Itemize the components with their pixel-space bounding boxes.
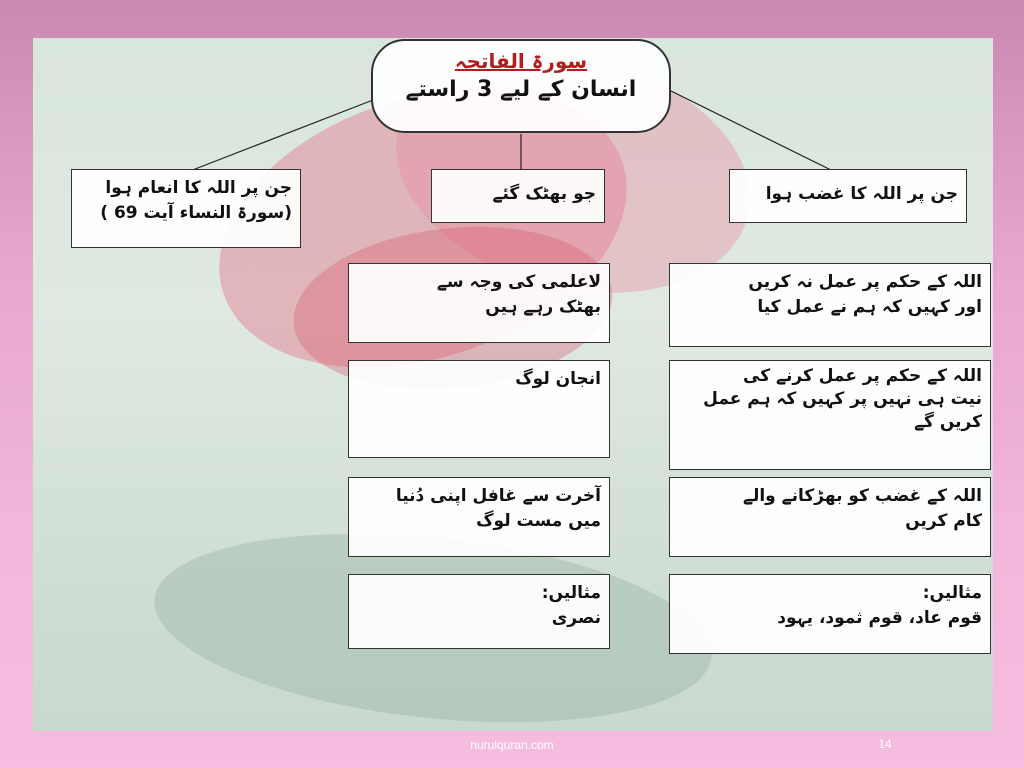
- wrath-item-3-line-1: اللہ کے غضب کو بھڑکانے والے: [743, 486, 982, 506]
- astray-item-3: [348, 477, 610, 557]
- astray-item-1-line-1: لاعلمی کی وجہ سے: [436, 272, 601, 292]
- slide: [33, 38, 993, 731]
- astray-item-3-line-2: میں مست لوگ: [476, 510, 601, 531]
- astray-item-1-line-2: بھٹک رہے ہیں: [485, 296, 601, 317]
- wrath-examples-label: مثالیں:: [922, 583, 982, 603]
- footer-url: nurulquran.com: [470, 738, 554, 752]
- wrath-examples: [669, 574, 991, 654]
- astray-item-2: [348, 360, 610, 458]
- wrath-item-1-line-2: اور کہیں کہ ہم نے عمل کیا: [757, 296, 982, 317]
- header-blessed: [71, 169, 301, 248]
- wrath-item-2-line-1: اللہ کے حکم پر عمل کرنے کی: [743, 366, 982, 386]
- header-wrath-line: جن پر اللہ کا غضب ہوا: [765, 184, 958, 204]
- root-title: سورۃ الفاتحہ: [454, 49, 588, 73]
- astray-examples-label: مثالیں:: [541, 583, 601, 603]
- page-number: 14: [878, 737, 892, 751]
- header-astray: [431, 169, 605, 223]
- wrath-item-2: [669, 360, 991, 470]
- astray-item-2-line-1: انجان لوگ: [515, 369, 601, 389]
- astray-examples-value: نصری: [551, 607, 601, 628]
- astray-examples: [348, 574, 610, 649]
- wrath-item-3: [669, 477, 991, 557]
- root-node: [371, 39, 671, 133]
- wrath-item-1: [669, 263, 991, 347]
- header-blessed-line-1: جن پر اللہ کا انعام ہوا: [105, 178, 292, 198]
- wrath-item-1-line-1: اللہ کے حکم پر عمل نہ کریں: [748, 272, 982, 292]
- wrath-item-3-line-2: کام کریں: [905, 510, 982, 531]
- astray-item-3-line-1: آخرت سے غافل اپنی دُنیا: [395, 486, 601, 506]
- header-astray-line: جو بھٹک گئے: [492, 184, 596, 204]
- header-blessed-line-2: (سورۃ النساء آیت 69 ): [100, 202, 292, 223]
- astray-item-1: [348, 263, 610, 343]
- wrath-item-2-line-2: نیت ہی نہیں پر کہیں کہ ہم عمل: [703, 388, 982, 409]
- header-wrath: [729, 169, 967, 223]
- wrath-item-2-line-3: کریں گے: [914, 411, 982, 432]
- root-subtitle: انسان کے لیے 3 راستے: [405, 77, 637, 102]
- wrath-examples-value: قوم عاد، قوم ثمود، یہود: [777, 607, 982, 628]
